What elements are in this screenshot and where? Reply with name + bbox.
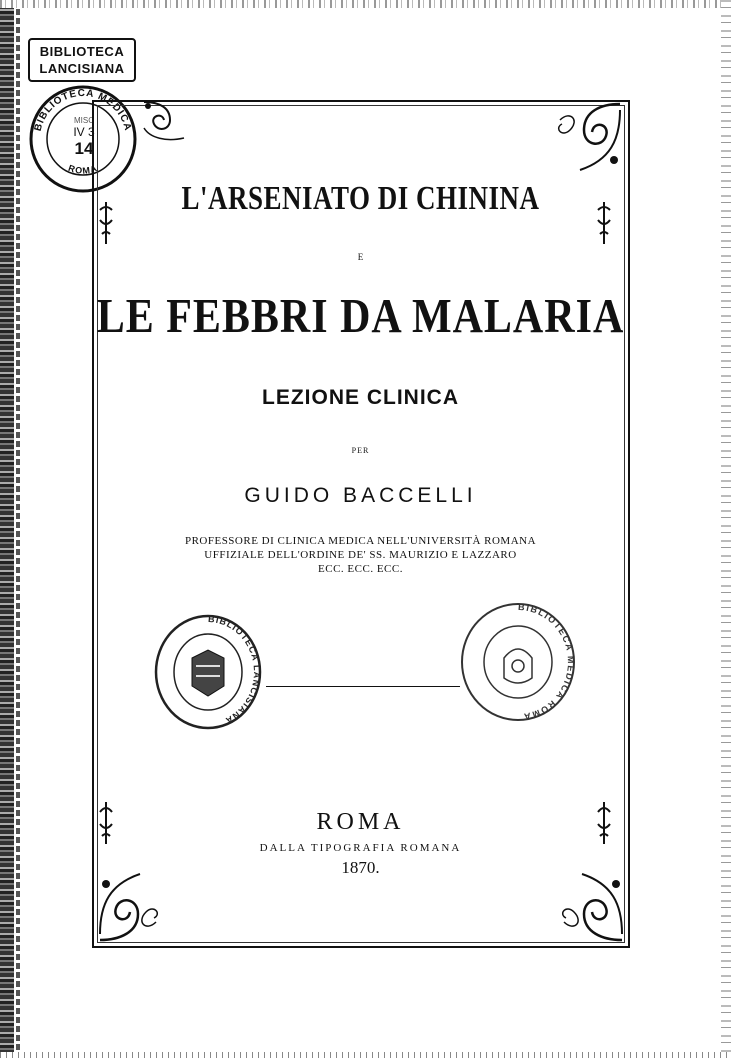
by-word: PER [351,446,370,455]
title-main: LE FEBBRI DA MALARIA [96,290,625,344]
imprint-city: ROMA [316,809,405,835]
seal-right [458,600,578,724]
scan-edge-right [721,0,731,1058]
ornament-top-left-icon [140,98,190,146]
scan-edge-left-inner [16,0,20,1058]
author-title-line: UFFIZIALE DELL'ORDINE DE' SS. MAURIZIO E LAZZARO [204,549,517,561]
author-title-line: ECC. ECC. ECC. [318,563,403,575]
seal-left-text: BIBLIOTECA LANCISIANA [207,613,263,727]
author-titles [92,534,629,576]
title-top: L'ARSENIATO DI CHININA [181,179,540,217]
imprint-publisher: DALLA TIPOGRAFIA ROMANA [259,842,462,854]
separator-rule [266,686,460,687]
library-stamp [28,38,136,82]
author-title-line: PROFESSORE DI CLINICA MEDICA NELL'UNIVERSITÀ ROMANA [184,535,537,547]
scan-edge-top [0,0,731,8]
scan-edge-left [0,0,14,1058]
library-stamp-line-2: LANCISIANA [39,61,125,76]
seal-left [152,612,264,732]
round-stamp-text: BIBLIOTECA MEDICA [32,87,134,133]
library-stamp-line-1: BIBLIOTECA [39,44,125,59]
imprint-year: 1870. [341,858,380,877]
seal-right-text: BIBLIOTECA MEDICA ROMA [517,601,577,722]
shelfmark-label: MISC [74,116,94,125]
shelfmark-number: 14 [74,139,94,158]
ornament-top-right-icon [540,100,626,180]
subtitle: LEZIONE CLINICA [262,386,459,409]
title-conjunction: E [357,252,364,262]
shelfmark-row: IV 3 [73,125,95,139]
scan-edge-bottom [0,1052,731,1058]
svg-text:BIBLIOTECA MEDICA ROMA [518,602,576,722]
author-name: GUIDO BACCELLI [244,484,477,507]
round-stamp-city: ROMA [66,162,100,176]
